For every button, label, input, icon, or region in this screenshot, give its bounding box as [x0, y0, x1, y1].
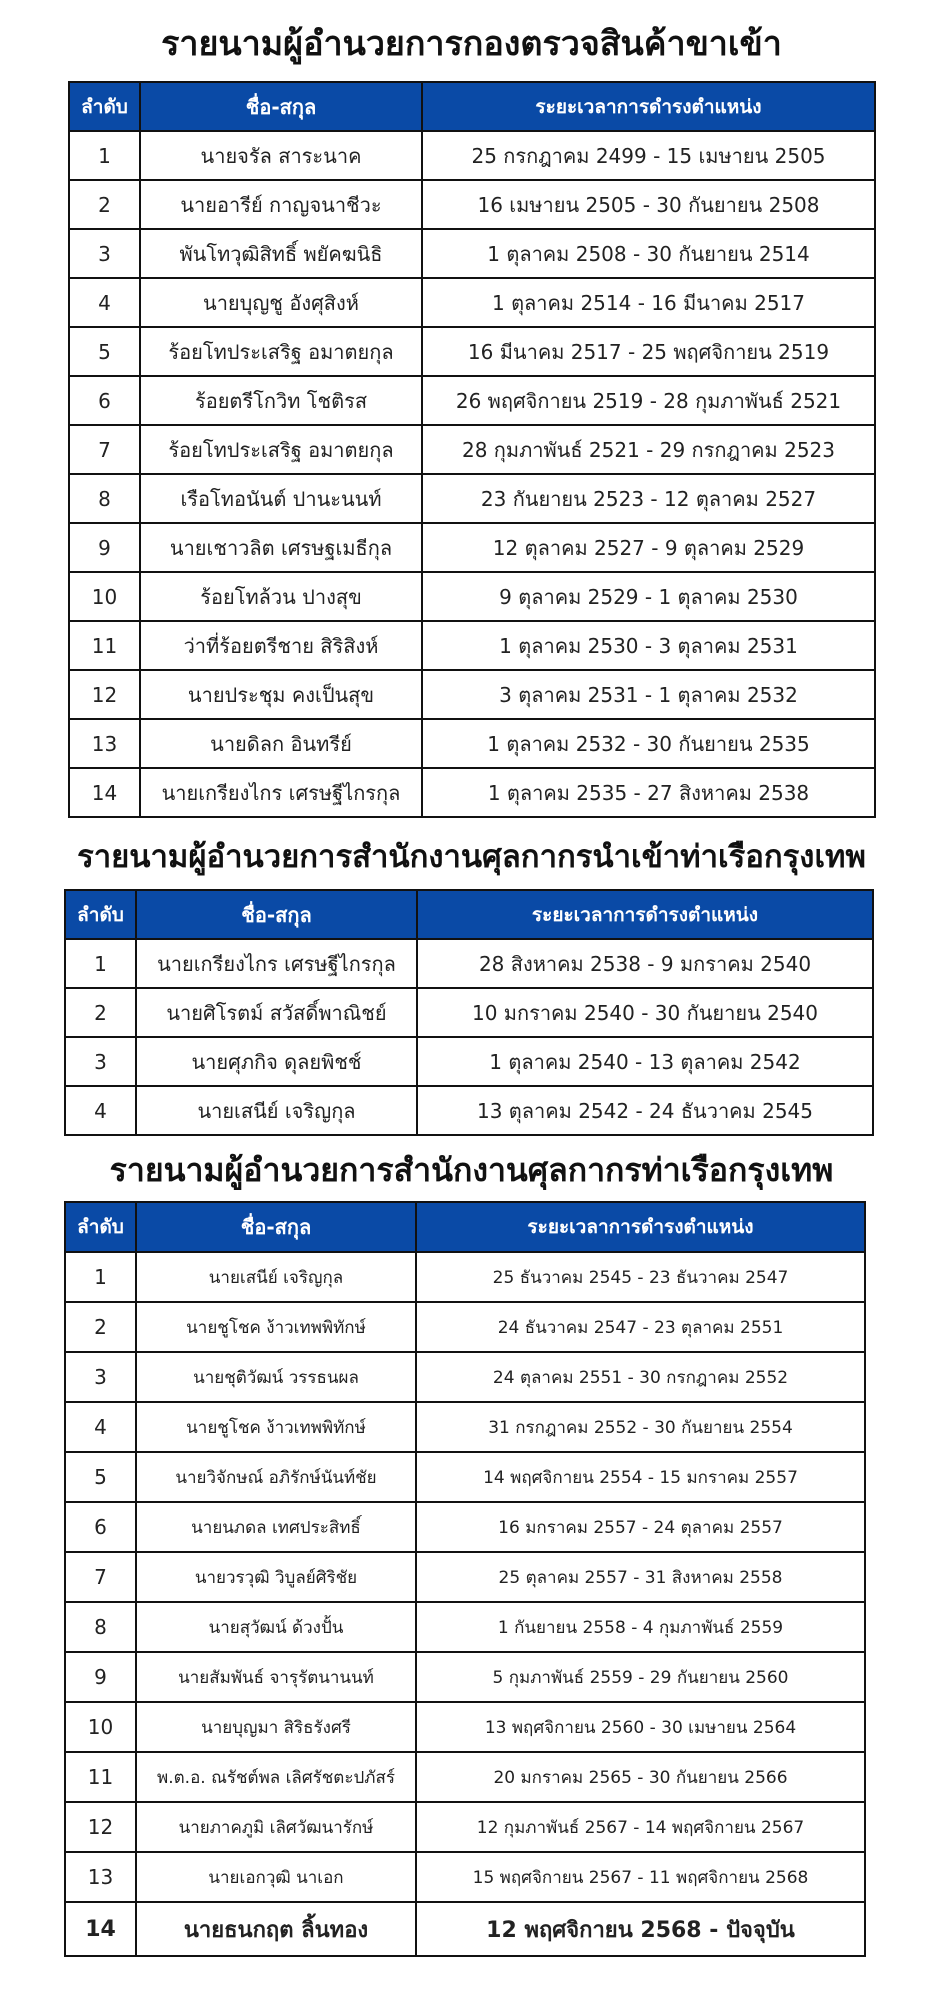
row-term: 1 ตุลาคม 2508 - 30 กันยายน 2514 — [422, 229, 875, 278]
row-name: นายศิโรตม์ สวัสดิ์พาณิชย์ — [136, 988, 417, 1037]
table-row — [65, 1252, 865, 1302]
column-header-name: ชื่อ-สกุล — [136, 1202, 416, 1252]
row-number: 2 — [65, 988, 136, 1037]
row-term: 1 กันยายน 2558 - 4 กุมภาพันธ์ 2559 — [416, 1602, 865, 1652]
row-name: นายบุญชู อังศุสิงห์ — [140, 278, 422, 327]
row-name: นายเอกวุฒิ นาเอก — [136, 1852, 416, 1902]
row-name: นายจรัล สาระนาค — [140, 131, 422, 180]
table-row — [69, 523, 875, 572]
row-term: 15 พฤศจิกายน 2567 - 11 พฤศจิกายน 2568 — [416, 1852, 865, 1902]
row-term: 12 กุมภาพันธ์ 2567 - 14 พฤศจิกายน 2567 — [416, 1802, 865, 1852]
row-term: 1 ตุลาคม 2535 - 27 สิงหาคม 2538 — [422, 768, 875, 817]
table-row — [69, 327, 875, 376]
row-term: 1 ตุลาคม 2532 - 30 กันยายน 2535 — [422, 719, 875, 768]
row-number: 7 — [69, 425, 140, 474]
row-name: นายเกรียงไกร เศรษฐีไกรกุล — [140, 768, 422, 817]
row-name: นายนภดล เทศประสิทธิ์ — [136, 1502, 416, 1552]
section-1-title: รายนามผู้อำนวยการกองตรวจสินค้าขาเข้า — [161, 24, 782, 64]
column-header-term: ระยะเวลาการดำรงตำแหน่ง — [417, 890, 873, 939]
row-name: นายชูโชค ง้าวเทพพิทักษ์ — [136, 1402, 416, 1452]
table-row — [69, 572, 875, 621]
row-number: 4 — [69, 278, 140, 327]
row-term: 16 มีนาคม 2517 - 25 พฤศจิกายน 2519 — [422, 327, 875, 376]
column-header-order: ลำดับ — [69, 82, 140, 131]
table-row — [65, 1652, 865, 1702]
column-header-name: ชื่อ-สกุล — [140, 82, 422, 131]
table-row — [65, 1552, 865, 1602]
row-number: 2 — [65, 1302, 136, 1352]
row-number: 1 — [65, 939, 136, 988]
row-term: 24 ธันวาคม 2547 - 23 ตุลาคม 2551 — [416, 1302, 865, 1352]
row-name: นายชุติวัฒน์ วรรธนผล — [136, 1352, 416, 1402]
row-term: 12 ตุลาคม 2527 - 9 ตุลาคม 2529 — [422, 523, 875, 572]
row-term: 20 มกราคม 2565 - 30 กันยายน 2566 — [416, 1752, 865, 1802]
row-number: 1 — [69, 131, 140, 180]
row-term: 13 พฤศจิกายน 2560 - 30 เมษายน 2564 — [416, 1702, 865, 1752]
row-name: พันโทวุฒิสิทธิ์ พยัคฆนิธิ — [140, 229, 422, 278]
row-number: 7 — [65, 1552, 136, 1602]
table-row — [69, 768, 875, 817]
row-term: 3 ตุลาคม 2531 - 1 ตุลาคม 2532 — [422, 670, 875, 719]
row-term: 24 ตุลาคม 2551 - 30 กรกฎาคม 2552 — [416, 1352, 865, 1402]
row-name: นายอารีย์ กาญจนาชีวะ — [140, 180, 422, 229]
table-row — [69, 621, 875, 670]
row-term: 12 พฤศจิกายน 2568 - ปัจจุบัน — [416, 1902, 865, 1956]
row-name: นายชูโชค ง้าวเทพพิทักษ์ — [136, 1302, 416, 1352]
row-term: 16 มกราคม 2557 - 24 ตุลาคม 2557 — [416, 1502, 865, 1552]
row-name: ร้อยโทประเสริฐ อมาตยกุล — [140, 425, 422, 474]
row-number: 12 — [65, 1802, 136, 1852]
section-1-table — [68, 81, 876, 818]
table-row — [65, 1502, 865, 1552]
row-number: 14 — [65, 1902, 136, 1956]
row-name: นายบุญมา สิริธรังศรี — [136, 1702, 416, 1752]
row-term: 25 ธันวาคม 2545 - 23 ธันวาคม 2547 — [416, 1252, 865, 1302]
row-number: 4 — [65, 1402, 136, 1452]
row-name: ร้อยตรีโกวิท โชติรส — [140, 376, 422, 425]
row-number: 9 — [65, 1652, 136, 1702]
row-name: นายเสนีย์ เจริญกุล — [136, 1086, 417, 1135]
row-number: 11 — [69, 621, 140, 670]
table-row — [65, 1452, 865, 1502]
row-number: 12 — [69, 670, 140, 719]
row-number: 5 — [65, 1452, 136, 1502]
row-term: 1 ตุลาคม 2514 - 16 มีนาคม 2517 — [422, 278, 875, 327]
column-header-term: ระยะเวลาการดำรงตำแหน่ง — [422, 82, 875, 131]
table-row — [65, 1602, 865, 1652]
row-name: นายวิจักษณ์ อภิรักษ์นันท์ชัย — [136, 1452, 416, 1502]
row-term: 1 ตุลาคม 2540 - 13 ตุลาคม 2542 — [417, 1037, 873, 1086]
row-term: 26 พฤศจิกายน 2519 - 28 กุมภาพันธ์ 2521 — [422, 376, 875, 425]
row-name: พ.ต.อ. ณรัชต์พล เลิศรัชตะปภัสร์ — [136, 1752, 416, 1802]
column-header-order: ลำดับ — [65, 1202, 136, 1252]
row-name: นายภาคภูมิ เลิศวัฒนารักษ์ — [136, 1802, 416, 1852]
row-name: นายเสนีย์ เจริญกุล — [136, 1252, 416, 1302]
column-header-order: ลำดับ — [65, 890, 136, 939]
row-number: 2 — [69, 180, 140, 229]
row-name: นายสัมพันธ์ จารุรัตนานนท์ — [136, 1652, 416, 1702]
table-row — [69, 180, 875, 229]
row-term: 10 มกราคม 2540 - 30 กันยายน 2540 — [417, 988, 873, 1037]
row-number: 3 — [69, 229, 140, 278]
table-row — [65, 1702, 865, 1752]
row-number: 14 — [69, 768, 140, 817]
row-number: 13 — [65, 1852, 136, 1902]
row-number: 8 — [65, 1602, 136, 1652]
table-row — [65, 988, 873, 1037]
row-term: 23 กันยายน 2523 - 12 ตุลาคม 2527 — [422, 474, 875, 523]
row-term: 31 กรกฎาคม 2552 - 30 กันยายน 2554 — [416, 1402, 865, 1452]
row-number: 11 — [65, 1752, 136, 1802]
row-name: นายวรวุฒิ วิบูลย์ศิริชัย — [136, 1552, 416, 1602]
table-row — [65, 1086, 873, 1135]
row-term: 25 ตุลาคม 2557 - 31 สิงหาคม 2558 — [416, 1552, 865, 1602]
row-number: 8 — [69, 474, 140, 523]
row-name: ร้อยโทล้วน ปางสุข — [140, 572, 422, 621]
section-2-table — [64, 889, 874, 1136]
row-term: 1 ตุลาคม 2530 - 3 ตุลาคม 2531 — [422, 621, 875, 670]
row-name: ร้อยโทประเสริฐ อมาตยกุล — [140, 327, 422, 376]
table-row — [69, 719, 875, 768]
table-row — [65, 1402, 865, 1452]
row-term: 25 กรกฎาคม 2499 - 15 เมษายน 2505 — [422, 131, 875, 180]
table-row — [65, 1352, 865, 1402]
row-name: ว่าที่ร้อยตรีชาย สิริสิงห์ — [140, 621, 422, 670]
column-header-term: ระยะเวลาการดำรงตำแหน่ง — [416, 1202, 865, 1252]
table-row — [65, 1802, 865, 1852]
row-name: นายศุภกิจ ดุลยพิชช์ — [136, 1037, 417, 1086]
section-3-title: รายนามผู้อำนวยการสำนักงานศุลกากรท่าเรือกรุงเทพ — [109, 1151, 834, 1189]
table-row — [69, 229, 875, 278]
row-name: นายประชุม คงเป็นสุข — [140, 670, 422, 719]
row-name: นายดิลก อินทรีย์ — [140, 719, 422, 768]
table-row — [65, 1852, 865, 1902]
row-number: 3 — [65, 1352, 136, 1402]
row-number: 3 — [65, 1037, 136, 1086]
section-2-title: รายนามผู้อำนวยการสำนักงานศุลกากรนำเข้าท่าเรือกรุงเทพ — [77, 839, 866, 875]
table-row — [69, 425, 875, 474]
row-number: 5 — [69, 327, 140, 376]
row-number: 1 — [65, 1252, 136, 1302]
table-row — [69, 474, 875, 523]
row-name: นายธนกฤต ลิ้นทอง — [136, 1902, 416, 1956]
row-number: 6 — [69, 376, 140, 425]
row-name: นายเกรียงไกร เศรษฐีไกรกุล — [136, 939, 417, 988]
row-term: 5 กุมภาพันธ์ 2559 - 29 กันยายน 2560 — [416, 1652, 865, 1702]
table-row — [69, 670, 875, 719]
row-number: 10 — [69, 572, 140, 621]
row-number: 9 — [69, 523, 140, 572]
row-term: 13 ตุลาคม 2542 - 24 ธันวาคม 2545 — [417, 1086, 873, 1135]
table-row — [69, 131, 875, 180]
row-term: 28 สิงหาคม 2538 - 9 มกราคม 2540 — [417, 939, 873, 988]
table-row — [65, 1902, 865, 1956]
table-row — [65, 1037, 873, 1086]
table-row — [65, 939, 873, 988]
table-row — [65, 1302, 865, 1352]
column-header-name: ชื่อ-สกุล — [136, 890, 417, 939]
row-term: 9 ตุลาคม 2529 - 1 ตุลาคม 2530 — [422, 572, 875, 621]
section-3-table — [64, 1201, 866, 1957]
table-row — [65, 1752, 865, 1802]
row-name: นายสุวัฒน์ ด้วงปั้น — [136, 1602, 416, 1652]
row-term: 16 เมษายน 2505 - 30 กันยายน 2508 — [422, 180, 875, 229]
row-term: 14 พฤศจิกายน 2554 - 15 มกราคม 2557 — [416, 1452, 865, 1502]
row-number: 10 — [65, 1702, 136, 1752]
row-term: 28 กุมภาพันธ์ 2521 - 29 กรกฎาคม 2523 — [422, 425, 875, 474]
row-name: เรือโทอนันต์ ปานะนนท์ — [140, 474, 422, 523]
row-number: 6 — [65, 1502, 136, 1552]
row-number: 13 — [69, 719, 140, 768]
row-number: 4 — [65, 1086, 136, 1135]
table-row — [69, 278, 875, 327]
row-name: นายเชาวลิต เศรษฐเมธีกุล — [140, 523, 422, 572]
table-row — [69, 376, 875, 425]
